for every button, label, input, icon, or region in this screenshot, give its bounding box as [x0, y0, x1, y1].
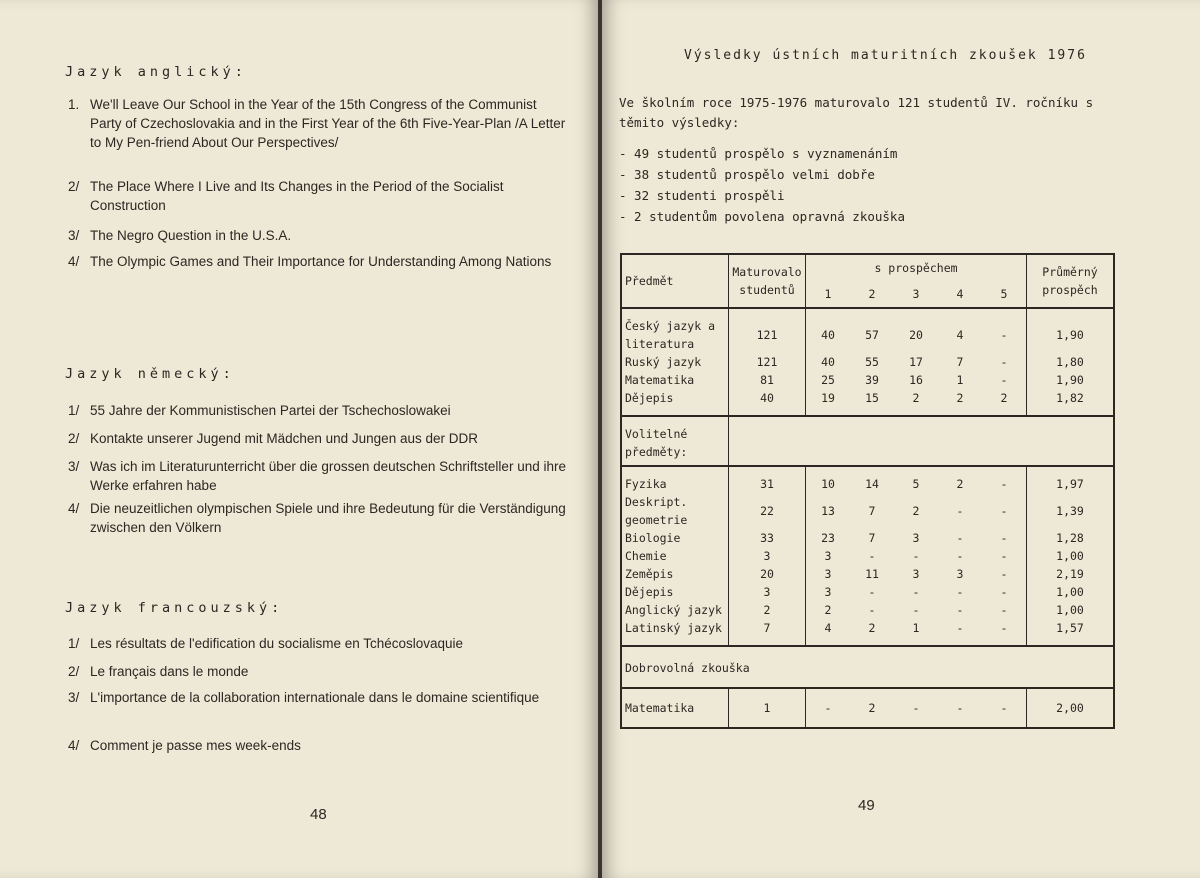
page-number-left: 48	[310, 806, 327, 823]
cell-subject: Anglický jazyk	[621, 601, 729, 619]
cell-grade: 2	[956, 391, 964, 405]
item-number: 3/	[68, 228, 80, 243]
voluntary-label: Dobrovolná zkouška	[621, 646, 1114, 688]
item-number: 1/	[68, 403, 80, 418]
header-grade: 4	[956, 287, 964, 301]
table-row	[621, 529, 1114, 547]
cell-grade: -	[912, 603, 920, 617]
cell-grade: 3	[912, 531, 920, 545]
cell-grade: -	[982, 619, 1027, 646]
cell-subject: Chemie	[621, 547, 729, 565]
section-spacer	[729, 416, 1115, 466]
cell-average: 1,39	[1056, 504, 1084, 518]
cell-average: 1,90	[1056, 373, 1084, 387]
cell-grade: 3	[956, 567, 964, 581]
cell-count: 81	[729, 371, 806, 389]
cell-grade: -	[982, 547, 1027, 565]
cell-average: 1,80	[1056, 355, 1084, 369]
cell-grade: 1	[956, 373, 964, 387]
cell-subject: Český jazyk a literatura	[621, 308, 729, 353]
item-number: 4/	[68, 738, 80, 753]
header-average-line2: prospěch	[1042, 283, 1098, 297]
cell-grade: -	[806, 688, 851, 728]
page-title: Výsledky ústních maturitních zkoušek 1976	[684, 48, 1087, 63]
list-item: - 32 studenti prospěli	[619, 188, 785, 203]
list-item: - 38 studentů prospělo velmi dobře	[619, 167, 875, 182]
cell-subject: Zeměpis	[621, 565, 729, 583]
cell-grade: -	[938, 688, 982, 728]
cell-grade: -	[894, 688, 938, 728]
list-item	[68, 457, 568, 495]
left-page	[0, 0, 598, 878]
header-grade: 2	[868, 287, 876, 301]
section-title-english: Jazyk anglický:	[65, 64, 247, 80]
item-text: The Place Where I Live and Its Changes in the Period of the Socialist Construction	[90, 179, 504, 213]
list-item	[68, 177, 568, 215]
cell-grade: -	[982, 493, 1027, 529]
cell-subject: Fyzika	[621, 466, 729, 493]
cell-average: 1,90	[1027, 308, 1115, 353]
cell-average: 2,00	[1027, 688, 1115, 728]
cell-subject: Matematika	[621, 371, 729, 389]
table-row	[621, 308, 1114, 353]
item-number: 1/	[68, 636, 80, 651]
cell-grade: -	[982, 565, 1027, 583]
cell-average: 2,19	[1056, 567, 1084, 581]
table-section-row	[621, 646, 1114, 688]
cell-count: 3	[729, 583, 806, 601]
table-row	[621, 466, 1114, 493]
cell-grade: -	[982, 308, 1027, 353]
item-number: 4/	[68, 254, 80, 269]
table-row	[621, 547, 1114, 565]
cell-grade: -	[982, 688, 1027, 728]
header-grade: 1	[824, 287, 832, 301]
cell-grade: 2	[938, 466, 982, 493]
cell-grade: -	[912, 549, 920, 563]
cell-grade: 40	[806, 308, 851, 353]
cell-count: 22	[729, 493, 806, 529]
cell-grade: 4	[938, 308, 982, 353]
table-row	[621, 565, 1114, 583]
cell-grade: -	[956, 549, 964, 563]
cell-grade: 16	[909, 373, 923, 387]
cell-grade: 3	[824, 549, 832, 563]
cell-grade: 2	[868, 621, 876, 635]
item-text: 55 Jahre der Kommunistischen Partei der Tschechoslowakei	[90, 403, 451, 418]
cell-grade: 3	[824, 585, 832, 599]
cell-grade: 40	[821, 355, 835, 369]
cell-average: 1,00	[1056, 549, 1084, 563]
cell-grade: 19	[821, 391, 835, 405]
cell-grade: 2	[912, 504, 920, 518]
results-list	[619, 143, 905, 227]
list-item: - 2 studentům povolena opravná zkouška	[619, 209, 905, 224]
item-text: Was ich im Literaturunterricht über die grossen deutschen Schriftsteller und ihre Werke erfahren habe	[90, 459, 566, 493]
cell-grade: -	[982, 371, 1027, 389]
item-text: Kontakte unserer Jugend mit Mädchen und Jungen aus der DDR	[90, 431, 478, 446]
grades-table	[620, 253, 1115, 729]
cell-grade: 14	[850, 466, 894, 493]
header-subject: Předmět	[621, 254, 729, 308]
cell-count: 121	[729, 308, 806, 353]
table-row	[621, 583, 1114, 601]
cell-count: 31	[729, 466, 806, 493]
cell-count: 121	[729, 353, 806, 371]
cell-average: 1,97	[1027, 466, 1115, 493]
table-row	[621, 619, 1114, 646]
cell-subject: Biologie	[621, 529, 729, 547]
cell-count: 1	[729, 688, 806, 728]
cell-grade: 3	[824, 567, 832, 581]
item-number: 3/	[68, 690, 80, 705]
cell-subject: Latinský jazyk	[621, 619, 729, 646]
cell-grade: -	[982, 466, 1027, 493]
elective-label: Volitelné předměty:	[621, 416, 729, 466]
table-row	[621, 389, 1114, 416]
list-item	[68, 401, 568, 420]
cell-grade: 13	[821, 504, 835, 518]
cell-count: 2	[729, 601, 806, 619]
cell-grade: 57	[850, 308, 894, 353]
item-number: 3/	[68, 459, 80, 474]
cell-average: 1,00	[1056, 585, 1084, 599]
cell-grade: -	[868, 603, 876, 617]
header-count	[729, 254, 806, 308]
item-text: Die neuzeitlichen olympischen Spiele und ihre Bedeutung für die Verständigung zwischen den Völkern	[90, 501, 566, 535]
cell-average: 1,00	[1056, 603, 1084, 617]
cell-average: 1,57	[1056, 621, 1084, 635]
cell-subject: Ruský jazyk	[621, 353, 729, 371]
cell-grade: 7	[868, 531, 876, 545]
list-item	[68, 499, 568, 537]
cell-grade: -	[956, 531, 964, 545]
cell-average: 1,82	[1056, 391, 1084, 405]
cell-count: 3	[729, 547, 806, 565]
cell-grade: -	[868, 549, 876, 563]
item-text: Comment je passe mes week-ends	[90, 738, 301, 753]
item-text: L'importance de la collaboration internationale dans le domaine scientifique	[90, 690, 540, 705]
header-grade: 5	[982, 281, 1027, 308]
section-title-german: Jazyk německý:	[65, 366, 235, 382]
table-section-row	[621, 416, 1114, 466]
section-title-french: Jazyk francouzský:	[65, 600, 284, 616]
header-average-line1: Průměrný	[1042, 265, 1098, 279]
cell-grade: -	[956, 585, 964, 599]
table-row	[621, 601, 1114, 619]
header-count-line1: Maturovalo	[732, 265, 802, 279]
cell-grade: 7	[868, 504, 876, 518]
table-row	[621, 493, 1114, 529]
list-item	[68, 95, 568, 152]
item-number: 2/	[68, 664, 80, 679]
cell-grade: 17	[909, 355, 923, 369]
item-number: 4/	[68, 501, 80, 516]
cell-grade: 2	[824, 603, 832, 617]
cell-grade: 2	[912, 391, 920, 405]
cell-count: 40	[729, 389, 806, 416]
page-number-right: 49	[858, 797, 875, 814]
item-number: 2/	[68, 431, 80, 446]
header-grades-title: s prospěchem	[806, 254, 1027, 281]
list-item	[68, 662, 568, 681]
cell-grade: 39	[865, 373, 879, 387]
cell-grade: 11	[865, 567, 879, 581]
list-item	[68, 252, 568, 271]
cell-grade: 3	[912, 567, 920, 581]
cell-grade: -	[956, 504, 964, 518]
cell-grade: 25	[821, 373, 835, 387]
cell-grade: -	[982, 583, 1027, 601]
cell-subject: Deskript. geometrie	[621, 493, 729, 529]
table-row	[621, 371, 1114, 389]
cell-grade: -	[982, 353, 1027, 371]
table-row	[621, 353, 1114, 371]
list-item	[68, 634, 568, 653]
item-text: Le français dans le monde	[90, 664, 249, 679]
item-text: Les résultats de l'edification du socialisme en Tchécoslovaquie	[90, 636, 464, 651]
cell-count: 33	[729, 529, 806, 547]
cell-grade: -	[982, 601, 1027, 619]
item-number: 2/	[68, 179, 80, 194]
item-text: The Negro Question in the U.S.A.	[90, 228, 292, 243]
right-page	[602, 0, 1200, 878]
item-number: 1.	[68, 97, 80, 112]
cell-grade: -	[956, 603, 964, 617]
list-item	[68, 226, 568, 245]
cell-grade: 2	[850, 688, 894, 728]
cell-grade: 1	[912, 621, 920, 635]
cell-grade: 10	[806, 466, 851, 493]
cell-grade: -	[982, 529, 1027, 547]
cell-grade: 4	[824, 621, 832, 635]
intro-text: Ve školním roce 1975-1976 maturovalo 121 studentů IV. ročníku s těmito výsledky:	[619, 95, 1094, 130]
cell-grade: 23	[821, 531, 835, 545]
cell-grade: -	[868, 585, 876, 599]
list-item	[68, 688, 568, 707]
table-header-row	[621, 254, 1114, 281]
item-text: We'll Leave Our School in the Year of the 15th Congress of the Communist Party of Czechoslovakia and in the First Year of the 6th Five-Year-Plan /A Letter to My Pen-friend About Our Perspectives/	[90, 97, 566, 150]
cell-count: 20	[729, 565, 806, 583]
list-item	[68, 429, 568, 448]
table-row	[621, 688, 1114, 728]
cell-grade: -	[912, 585, 920, 599]
cell-grade: -	[956, 621, 964, 635]
header-average	[1027, 254, 1115, 308]
header-grade: 3	[912, 287, 920, 301]
cell-count: 7	[729, 619, 806, 646]
cell-subject: Dějepis	[621, 389, 729, 416]
list-item: - 49 studentů prospělo s vyznamenáním	[619, 146, 898, 161]
cell-subject: Matematika	[621, 688, 729, 728]
cell-grade: 5	[894, 466, 938, 493]
cell-average: 1,28	[1056, 531, 1084, 545]
header-count-line2: studentů	[739, 283, 795, 297]
cell-grade: 20	[894, 308, 938, 353]
list-item	[68, 736, 568, 755]
cell-grade: 7	[956, 355, 964, 369]
cell-subject: Dějepis	[621, 583, 729, 601]
cell-grade: 55	[865, 355, 879, 369]
item-text: The Olympic Games and Their Importance for Understanding Among Nations	[90, 254, 552, 269]
cell-grade: 2	[982, 389, 1027, 416]
cell-grade: 15	[865, 391, 879, 405]
